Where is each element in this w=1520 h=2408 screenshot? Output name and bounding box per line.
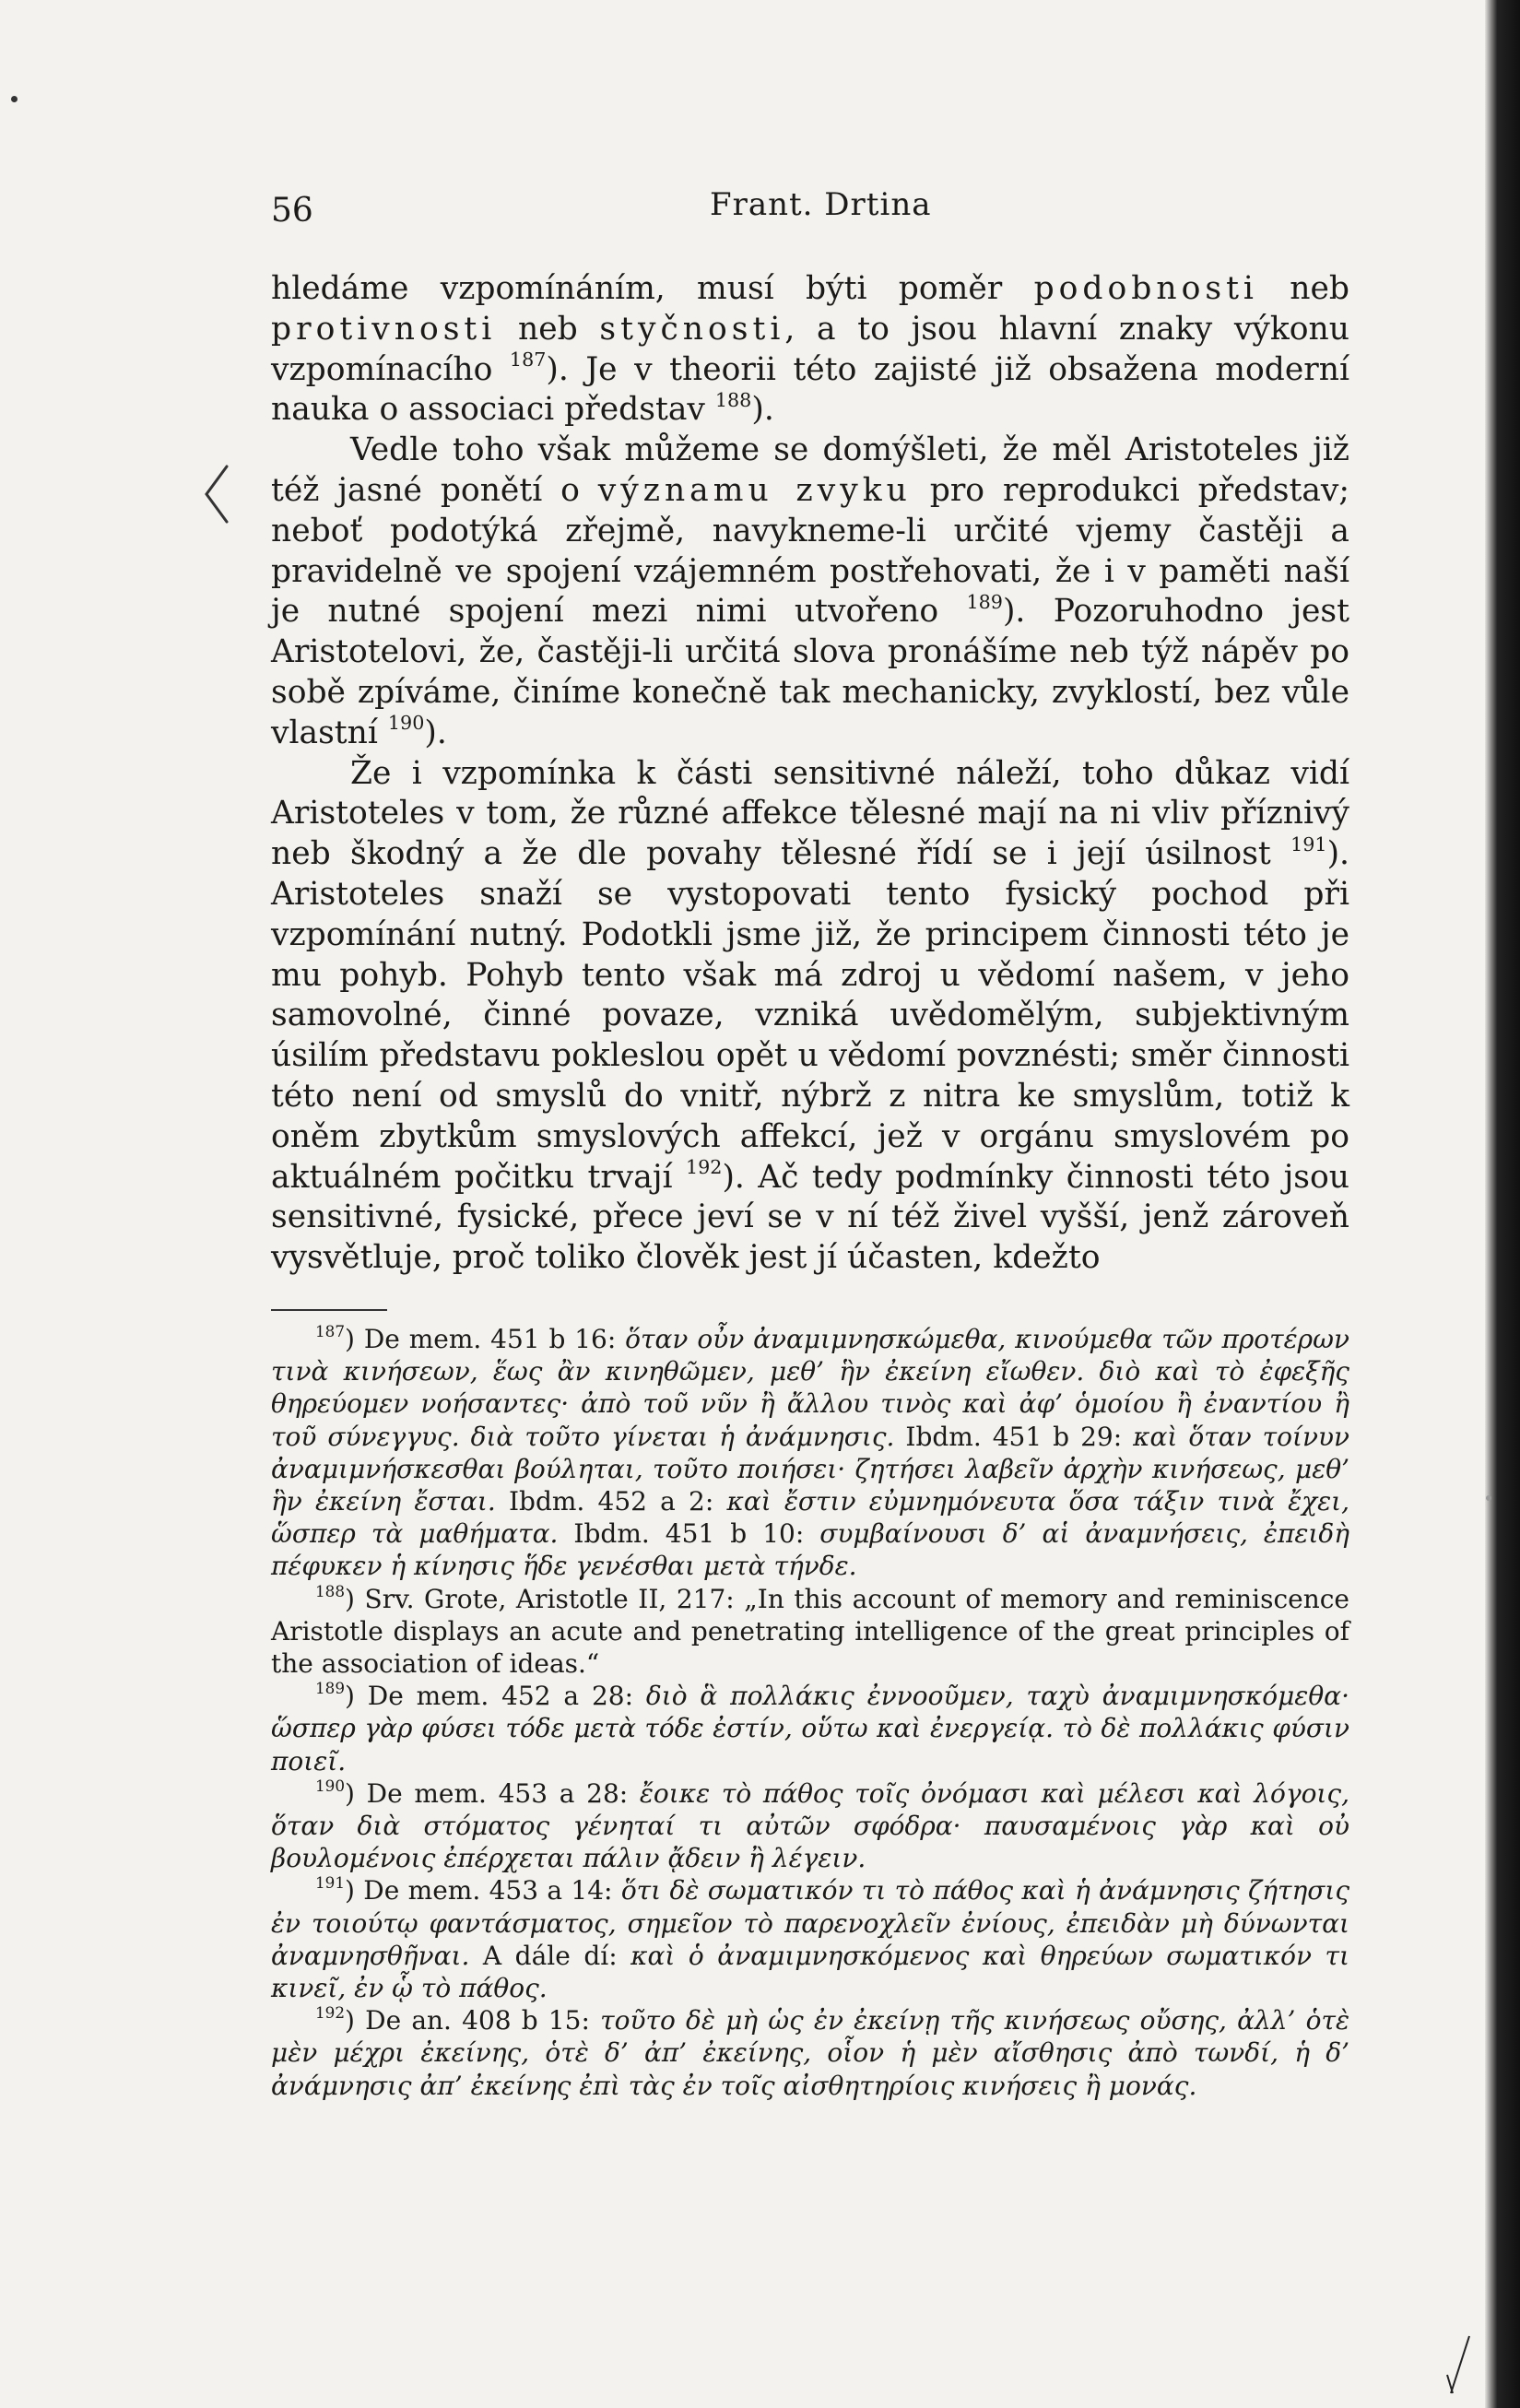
paragraph: Vedle toho však můžeme se domýšleti, že měl Aristoteles již též jasné ponětí o významu zvyku pro reprodukci představ; neboť podotýká zřejmě, navykneme-li určité vjemy častěji a pravidelně ve spojení vzájemném postřehovati, že i v paměti naší je nutné spojení mezi nimi utvořeno $^{189}$). Pozoruhodno jest Aristotelovi, že, častěji-li určitá slova pronášíme neb týž nápěv po sobě zpíváme, činíme konečně tak mechanicky, zvyklostí, bez vůle vlastní $^{190}$). xyxy=(271,431,1350,751)
footnote-ref: 190 xyxy=(387,712,425,735)
footnote-ref: 192 xyxy=(685,1155,723,1178)
footnote-192: $^{192}$) De an. 408 b 15: τοῦτο δὲ μὴ ὡς ἐν ἐκείνῃ τῆς κινήσεως οὔσης, ἀλλ’ ὁτὲ μὲν μέχρι ἐκείνης, ὁτὲ δ’ ἀπ’ ἐκείνης, οἷον ἡ μὲν αἴσθησις ἀπὸ τωνδί, ἡ δ’ ἀνάμνησις ἀπ’ ἐκείνης ἐπὶ τὰς ἐν τοῖς αἰσθητηρίοις κινήσεις ἢ μονάς. xyxy=(271,2003,1349,2101)
footnotes xyxy=(271,1323,1349,2102)
footnote-187: $^{187}$) De mem. 451 b 16: ὅταν οὖν ἀναμιμνησκώμεθα, κινούμεθα τῶν προτέρων τινὰ κινήσεων, ἕως ἂν κινηθῶμεν, μεθ’ ἣν ἐκείνη εἴωθεν. διὸ καὶ τὸ ἐφεξῆς θηρεύομεν νοήσαντες· ἀπὸ τοῦ νῦν ἢ ἄλλου τινὸς καὶ ἀφ’ ὁμοίου ἢ ἐναντίου ἢ τοῦ σύνεγγυς. διὰ τοῦτο γίνεται ἡ ἀνάμνησις. Ibdm. 451 b 29: καὶ ὅταν τοίνυν ἀναμιμνήσκεσθαι βούληται, τοῦτο ποιήσει· ζητήσει λαβεῖν ἀρχὴν κινήσεως, μεθ’ ἣν ἐκείνη ἔσται. Ibdm. 452 a 2: καὶ ἔστιν εὐμνημόνευτα ὅσα τάξιν τινὰ ἔχει, ὥσπερ τὰ μαθήματα. Ibdm. 451 b 10: συμβαίνουσι δ’ αἱ ἀναμνήσεις, ἐπειδὴ πέφυκεν ἡ κίνησις ἥδε γενέσθαι μετὰ τήνδε. xyxy=(271,1322,1350,1582)
scan-speck xyxy=(1486,1495,1491,1501)
footnote-188: $^{188}$) Srv. Grote, Aristotle II, 217: „In this account of memory and reminiscence Aristotle displays an acute and penetrating intelligence of the great principles of the association of ideas.“ xyxy=(271,1581,1349,1680)
running-head: Frant. Drtina xyxy=(710,186,932,223)
scan-right-edge xyxy=(1485,0,1520,2408)
scan-speck xyxy=(11,96,18,102)
footnote-190: $^{190}$) De mem. 453 a 28: ἔοικε τὸ πάθος τοῖς ὀνόμασι καὶ μέλεσι καὶ λόγοις, ὅταν διὰ στόματος γένηταί τι αὐτῶν σφόδρα· παυσαμένοις γὰρ καὶ οὐ βουλομένοις ἐπέρχεται πάλιν ᾄδειν ἢ λέγειν. xyxy=(271,1776,1349,1874)
paragraph: hledáme vzpomínáním, musí býti poměr podobnosti neb protivnosti neb styčnosti, a to jsou hlavní znaky výkonu vzpomínacího $^{187}$). Je v theorii této zajisté již obsažena moderní nauka o associaci představ $^{188}$). xyxy=(271,270,1349,429)
footnote-191: $^{191}$) De mem. 453 a 14: ὅτι δὲ σωματικόν τι τὸ πάθος καὶ ἡ ἀνάμνησις ζήτησις ἐν τοιούτῳ φαντάσματος, σημεῖον τὸ παρενοχλεῖν ἐνίους, ἐπειδὰν μὴ δύνωνται ἀναμνησθῆναι. A dále dí: καὶ ὁ ἀναμιμνησκόμενος καὶ θηρεύων σωματικόν τι κινεῖ, ἐν ᾧ τὸ πάθος. xyxy=(271,1873,1350,2004)
footnote-ref: 187 xyxy=(509,348,547,372)
page-header xyxy=(271,181,1349,236)
paragraph: Že i vzpomínka k části sensitivné náleží, toho důkaz vidí Aristoteles v tom, že různé affekce tělesné mají na ni vliv příznivý neb škodný a že dle povahy tělesné řídí se i její úsilnost $^{191}$). Aristoteles snaží se vystopovati tento fysický pochod při vzpomínání nutný. Podotkli jsme již, že principem činnosti této je mu pohyb. Pohyb tento však má zdroj u vědomí našem, v jeho samovolné, činné povaze, vzniká uvědomělým, subjektivným úsilím představu pokleslou opět u vědomí povznésti; směr činnosti této není od smyslů do vnitř, nýbrž z nitra ke smyslům, totiž k oněm zbytkům smyslových affekcí, jež v orgánu smyslovém po aktuálném počitku trvají $^{192}$). Ač tedy podmínky činnosti této jsou sensitivné, fysické, přece jeví se v ní též živel vyšší, jenž zároveň vysvětluje, proč toliko člověk jest jí účasten, kdežto xyxy=(271,754,1349,1277)
footnote-189: $^{189}$) De mem. 452 a 28: διὸ ἃ πολλάκις ἐννοοῦμεν, ταχὺ ἀναμιμνησκόμεθα· ὥσπερ γὰρ φύσει τόδε μετὰ τόδε ἐστίν, οὕτω καὶ ἐνεργείᾳ. τὸ δὲ πολλάκις φύσιν ποιεῖ. xyxy=(271,1679,1349,1776)
footnote-divider xyxy=(271,1309,387,1311)
footnote-ref: 188 xyxy=(714,388,752,411)
footnote-ref: 189 xyxy=(966,590,1003,613)
corner-pencil-mark-icon xyxy=(1442,2332,1479,2397)
page-number: 56 xyxy=(271,192,313,230)
main-text xyxy=(271,269,1349,1279)
margin-angle-mark-icon xyxy=(201,463,238,527)
footnote-ref: 191 xyxy=(1290,832,1327,856)
